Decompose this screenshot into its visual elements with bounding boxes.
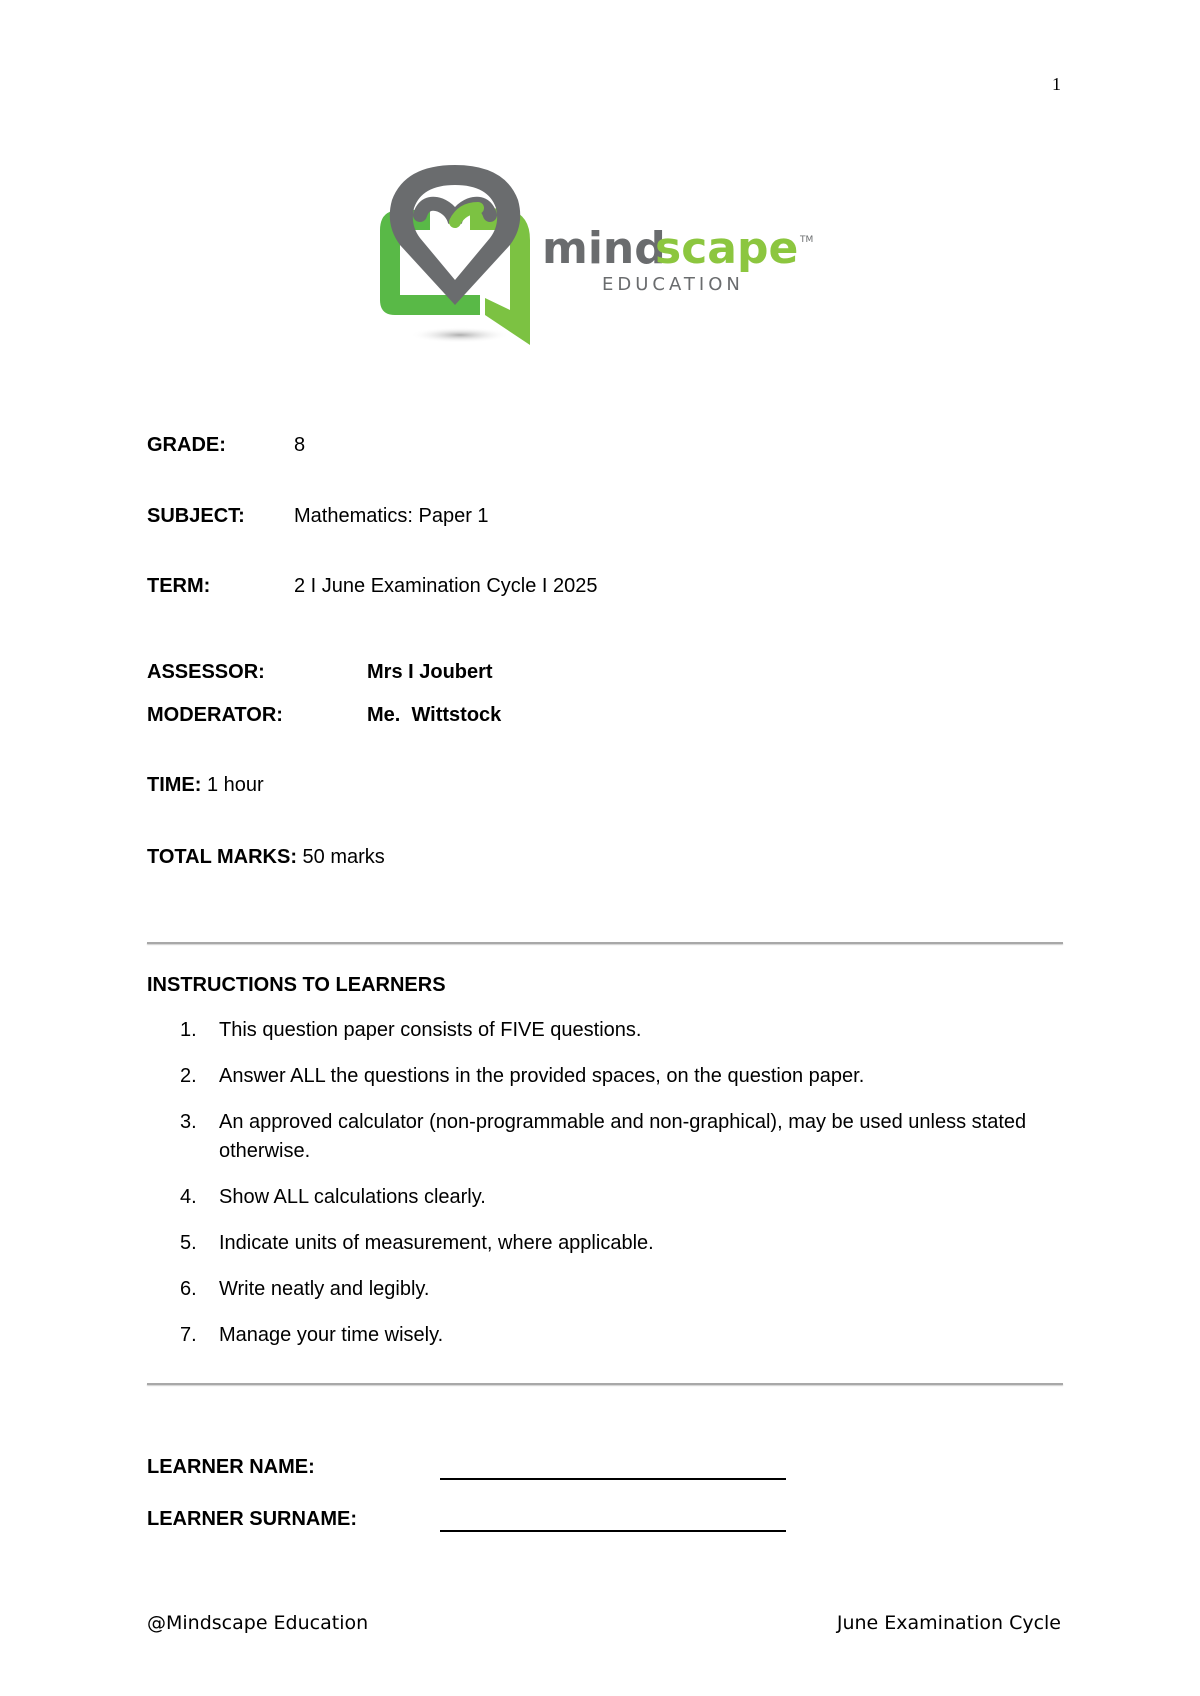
assessor-value: Mrs I Joubert [367,661,493,683]
moderator-value: Me. Wittstock [367,704,502,726]
instruction-item: 2. Answer ALL the questions in the provided spaces, on the question paper. [180,1065,865,1087]
grade-label: GRADE: [147,434,226,456]
assessor-row [147,661,493,684]
instruction-item: 3. An approved calculator (non-programmable and non-graphical), may be used unless stated otherwise. [180,1111,1027,1162]
subject-label: SUBJECT: [147,505,245,527]
footer-right: June Examination Cycle [836,1612,1061,1634]
grade-row [147,434,305,457]
page-number: 1 [1052,74,1061,94]
subject-value: Mathematics: Paper 1 [294,505,489,527]
trademark-symbol: TM [800,235,814,245]
divider-bottom [147,1383,1063,1385]
time-value: 1 hour [201,774,264,796]
instruction-item: 5. Indicate units of measurement, where applicable. [180,1232,654,1254]
instruction-item: 6. Write neatly and legibly. [180,1278,430,1300]
learner-name-field[interactable] [440,1478,786,1480]
grade-value: 8 [294,434,306,456]
wordmark-scape: scape [655,223,799,274]
divider-top [147,942,1063,944]
total-marks-label: TOTAL MARKS: [147,846,297,868]
mindscape-logo [370,160,830,360]
assessor-label: ASSESSOR: [147,661,265,683]
time-label: TIME: [147,774,202,796]
learner-surname-field[interactable] [440,1530,786,1532]
term-row [147,575,598,598]
moderator-row [147,704,501,727]
subject-row [147,505,489,528]
term-value: 2 I June Examination Cycle I 2025 [294,575,598,597]
grey-pin-icon [390,165,520,305]
learner-surname-label: LEARNER SURNAME: [147,1508,357,1530]
moderator-label: MODERATOR: [147,704,283,726]
instructions-title: INSTRUCTIONS TO LEARNERS [147,974,446,996]
instruction-item: 7. Manage your time wisely. [180,1324,444,1346]
logo-tagline: EDUCATION [602,274,744,295]
instruction-item: 4. Show ALL calculations clearly. [180,1186,486,1208]
total-marks-row [147,846,385,869]
footer-left: @Mindscape Education [147,1612,369,1634]
learner-name-label: LEARNER NAME: [147,1456,315,1478]
time-row [147,774,264,797]
instruction-item: 1. This question paper consists of FIVE questions. [180,1019,642,1041]
wordmark-mind: mind [542,223,666,274]
instructions-list [147,1016,1027,1367]
term-label: TERM: [147,575,211,597]
total-marks-value: 50 marks [297,846,385,868]
